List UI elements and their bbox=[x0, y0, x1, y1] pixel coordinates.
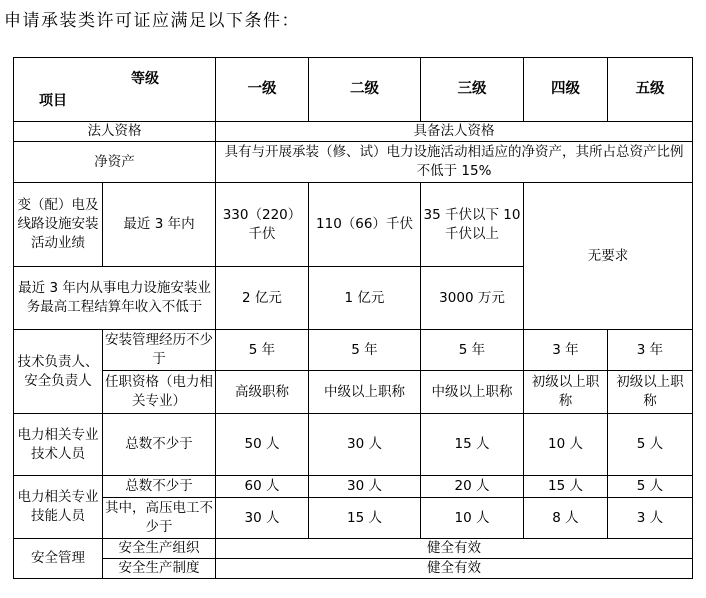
page-heading: 申请承装类许可证应满足以下条件： bbox=[4, 11, 300, 31]
technical-staff-level-2: 30 人 bbox=[309, 414, 421, 476]
net-assets-value: 具有与开展承装（修、试）电力设施活动相适应的净资产，其所占总资产比例不低于 15% bbox=[216, 142, 693, 183]
level-1-header: 一级 bbox=[216, 58, 309, 122]
performance-level-1: 330（220）千伏 bbox=[216, 183, 309, 267]
safety-label: 安全管理 bbox=[14, 539, 103, 579]
qualification-level-1: 高级职称 bbox=[216, 371, 309, 414]
skilled-total-level-2: 30 人 bbox=[309, 476, 421, 498]
net-assets-row bbox=[14, 142, 693, 183]
skilled-total-level-5: 5 人 bbox=[608, 476, 693, 498]
safety-system-value: 健全有效 bbox=[216, 559, 693, 579]
requirements-table bbox=[13, 57, 693, 579]
high-voltage-level-5: 3 人 bbox=[608, 498, 693, 539]
settlement-level-1: 2 亿元 bbox=[216, 267, 309, 330]
experience-label: 安装管理经历不少于 bbox=[103, 330, 216, 371]
qualification-level-3: 中级以上职称 bbox=[421, 371, 524, 414]
qualification-row bbox=[14, 371, 693, 414]
safety-org-value: 健全有效 bbox=[216, 539, 693, 559]
technical-staff-level-4: 10 人 bbox=[524, 414, 608, 476]
technical-staff-row bbox=[14, 414, 693, 476]
experience-row bbox=[14, 330, 693, 371]
legal-person-value: 具备法人资格 bbox=[216, 122, 693, 142]
header-row bbox=[14, 58, 693, 122]
header-corner-cell bbox=[14, 58, 216, 122]
skilled-total-level-4: 15 人 bbox=[524, 476, 608, 498]
high-voltage-level-1: 30 人 bbox=[216, 498, 309, 539]
level-2-header: 二级 bbox=[309, 58, 421, 122]
legal-person-label: 法人资格 bbox=[14, 122, 216, 142]
settlement-label: 最近 3 年内从事电力设施安装业务最高工程结算年收入不低于 bbox=[14, 267, 216, 330]
experience-level-2: 5 年 bbox=[309, 330, 421, 371]
skilled-staff-label: 电力相关专业技能人员 bbox=[14, 476, 103, 539]
technical-staff-sub-label: 总数不少于 bbox=[103, 414, 216, 476]
settlement-level-3: 3000 万元 bbox=[421, 267, 524, 330]
technical-lead-label: 技术负责人、安全负责人 bbox=[14, 330, 103, 414]
technical-staff-level-3: 15 人 bbox=[421, 414, 524, 476]
performance-row bbox=[14, 183, 693, 267]
level-3-header: 三级 bbox=[421, 58, 524, 122]
safety-org-label: 安全生产组织 bbox=[103, 539, 216, 559]
experience-level-3: 5 年 bbox=[421, 330, 524, 371]
technical-staff-level-5: 5 人 bbox=[608, 414, 693, 476]
performance-level-2: 110（66）千伏 bbox=[309, 183, 421, 267]
skilled-total-label: 总数不少于 bbox=[103, 476, 216, 498]
grade-label: 等级 bbox=[131, 71, 159, 87]
legal-person-row bbox=[14, 122, 693, 142]
experience-level-5: 3 年 bbox=[608, 330, 693, 371]
qualification-level-2: 中级以上职称 bbox=[309, 371, 421, 414]
level-4-header: 四级 bbox=[524, 58, 608, 122]
no-requirement-cell: 无要求 bbox=[524, 183, 693, 330]
net-assets-label: 净资产 bbox=[14, 142, 216, 183]
high-voltage-level-3: 10 人 bbox=[421, 498, 524, 539]
skilled-total-level-1: 60 人 bbox=[216, 476, 309, 498]
experience-level-4: 3 年 bbox=[524, 330, 608, 371]
experience-level-1: 5 年 bbox=[216, 330, 309, 371]
technical-staff-level-1: 50 人 bbox=[216, 414, 309, 476]
performance-level-3: 35 千伏以下 10 千伏以上 bbox=[421, 183, 524, 267]
skilled-total-level-3: 20 人 bbox=[421, 476, 524, 498]
high-voltage-level-4: 8 人 bbox=[524, 498, 608, 539]
settlement-level-2: 1 亿元 bbox=[309, 267, 421, 330]
performance-label: 变（配）电及线路设施安装活动业绩 bbox=[14, 183, 103, 267]
safety-org-row bbox=[14, 539, 693, 559]
level-5-header: 五级 bbox=[608, 58, 693, 122]
safety-system-row bbox=[14, 559, 693, 579]
item-label: 项目 bbox=[39, 93, 67, 109]
technical-staff-label: 电力相关专业技术人员 bbox=[14, 414, 103, 476]
high-voltage-level-2: 15 人 bbox=[309, 498, 421, 539]
performance-sub-label: 最近 3 年内 bbox=[103, 183, 216, 267]
high-voltage-row bbox=[14, 498, 693, 539]
qualification-level-5: 初级以上职称 bbox=[608, 371, 693, 414]
qualification-level-4: 初级以上职称 bbox=[524, 371, 608, 414]
skilled-total-row bbox=[14, 476, 693, 498]
qualification-label: 任职资格（电力相关专业） bbox=[103, 371, 216, 414]
safety-system-label: 安全生产制度 bbox=[103, 559, 216, 579]
high-voltage-label: 其中，高压电工不少于 bbox=[103, 498, 216, 539]
